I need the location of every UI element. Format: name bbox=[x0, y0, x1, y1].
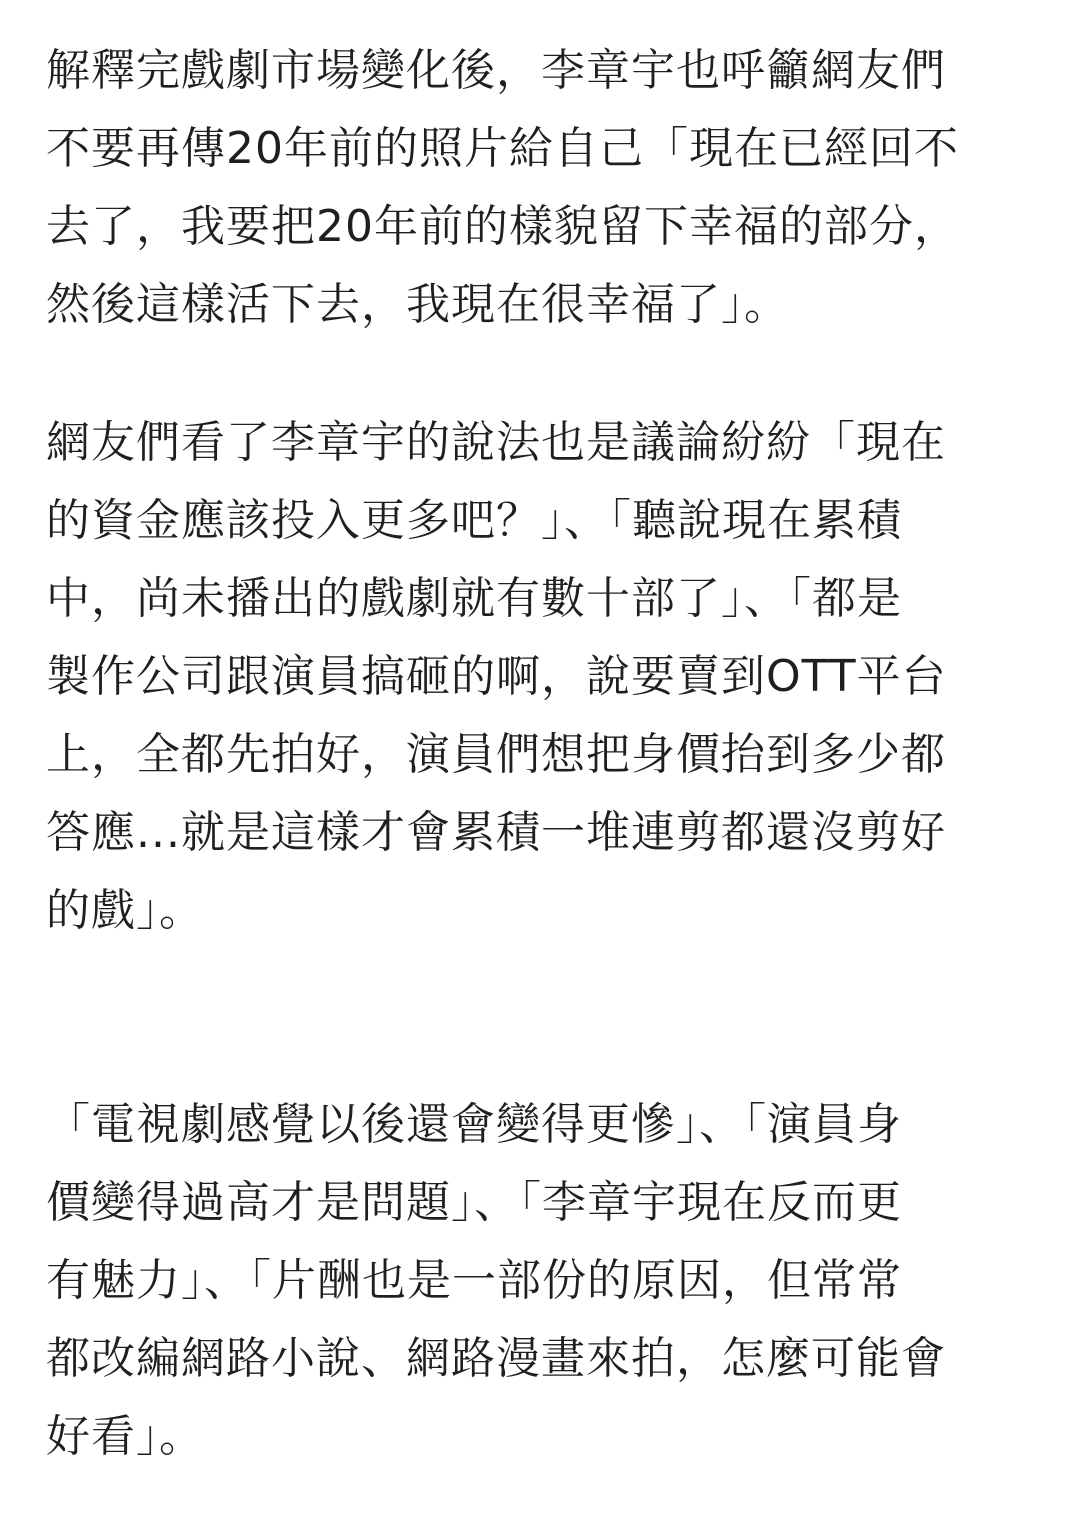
paragraph bbox=[46, 32, 1038, 344]
text-line: 的戲」。 bbox=[46, 885, 204, 936]
text-line: 答應...就是這樣才會累積一堆連剪都還沒剪好 bbox=[46, 807, 946, 858]
text-line: 有魅力」、「片酬也是一部份的原因，但常常 bbox=[46, 1255, 902, 1306]
text-line: 「電視劇感覺以後還會變得更慘」、「演員身 bbox=[46, 1099, 902, 1150]
text-line: 價變得過高才是問題」、「李章宇現在反而更 bbox=[46, 1177, 902, 1228]
article-body bbox=[46, 32, 1038, 1476]
text-line: 好看」。 bbox=[46, 1411, 204, 1462]
text-line: 然後這樣活下去，我現在很幸福了」。 bbox=[46, 279, 789, 330]
text-line: 都改編網路小說、網路漫畫來拍，怎麼可能會 bbox=[46, 1333, 946, 1384]
text-line: 解釋完戲劇市場變化後，李章宇也呼籲網友們 bbox=[46, 45, 946, 96]
paragraph bbox=[46, 1086, 1038, 1476]
text-line: 網友們看了李章宇的說法也是議論紛紛「現在 bbox=[46, 417, 946, 468]
text-line: 去了，我要把20年前的樣貌留下幸福的部分， bbox=[46, 201, 959, 252]
paragraph bbox=[46, 404, 1038, 950]
text-line: 的資金應該投入更多吧？」、「聽說現在累積 bbox=[46, 495, 902, 546]
text-line: 上，全都先拍好，演員們想把身價抬到多少都 bbox=[46, 729, 946, 780]
text-line: 製作公司跟演員搞砸的啊，說要賣到OTT平台 bbox=[46, 651, 947, 702]
text-line: 不要再傳20年前的照片給自己「現在已經回不 bbox=[46, 123, 959, 174]
text-line: 中，尚未播出的戲劇就有數十部了」、「都是 bbox=[46, 573, 902, 624]
